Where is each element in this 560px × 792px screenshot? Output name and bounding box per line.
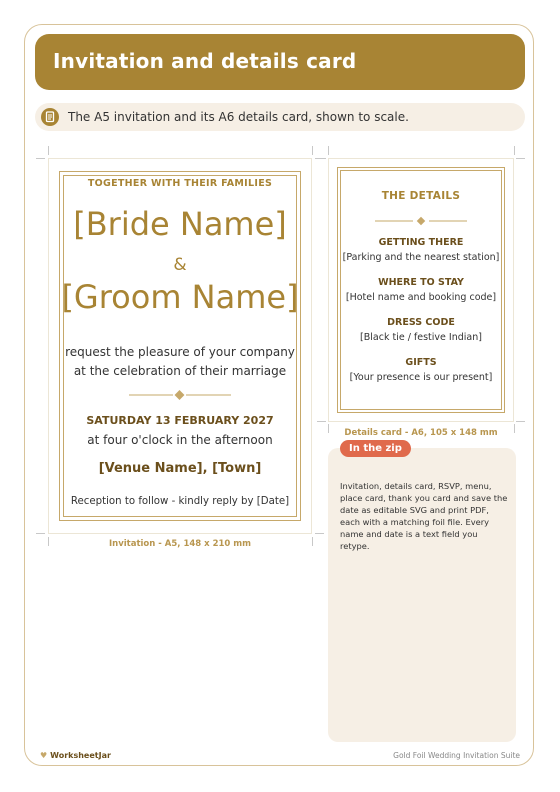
crop-mark (328, 146, 329, 155)
zip-label-badge: In the zip (340, 440, 411, 457)
details-heading-gifts: GIFTS (405, 357, 437, 368)
reception-line: Reception to follow - kindly reply by [Date] (70, 496, 290, 507)
request-line-2: at the celebration of their marriage (73, 364, 287, 378)
footer-logo-text: WorksheetJar (50, 751, 111, 760)
details-text-gifts: [Your presence is our present] (349, 372, 493, 383)
heart-icon: ♥ (40, 751, 48, 760)
details-title: THE DETAILS (381, 190, 461, 202)
crop-mark (36, 533, 45, 534)
details-caption: Details card - A6, 105 x 148 mm (344, 428, 498, 438)
crop-mark (312, 146, 313, 155)
groom-name: [Groom Name] (61, 278, 299, 316)
ampersand: & (173, 255, 187, 275)
page-title: Invitation and details card (53, 49, 357, 73)
footer-logo (40, 751, 111, 760)
invitation-card (48, 158, 312, 534)
details-heading-dress-code: DRESS CODE (387, 317, 455, 328)
crop-mark (516, 158, 525, 159)
crop-mark (36, 158, 45, 159)
details-card (328, 158, 514, 422)
info-note (35, 103, 525, 131)
crop-mark (317, 421, 326, 422)
invitation-caption: Invitation - A5, 148 x 210 mm (108, 539, 252, 549)
crop-mark (516, 421, 525, 422)
details-heading-getting-there: GETTING THERE (378, 237, 464, 248)
header-banner (35, 34, 525, 90)
crop-mark (514, 424, 515, 433)
details-divider (329, 211, 513, 221)
divider-ornament (49, 386, 311, 398)
details-text-where-to-stay: [Hotel name and booking code] (345, 292, 497, 303)
crop-mark (312, 537, 313, 546)
zip-description: Invitation, details card, RSVP, menu, place card, thank you card and save the date as editable SVG and print PDF, each with a matching foil file. Every name and date is a text field you retype. (340, 481, 508, 551)
event-time: at four o'clock in the afternoon (87, 433, 273, 447)
together-line: TOGETHER WITH THEIR FAMILIES (87, 178, 273, 189)
footer-suite-name: Gold Foil Wedding Invitation Suite (393, 751, 520, 760)
crop-mark (48, 146, 49, 155)
details-text-getting-there: [Parking and the nearest station] (342, 252, 500, 263)
crop-mark (514, 146, 515, 155)
crop-mark (315, 533, 324, 534)
document-icon (41, 108, 59, 126)
crop-mark (317, 158, 326, 159)
venue: [Venue Name], [Town] (98, 461, 262, 476)
details-text-dress-code: [Black tie / festive Indian] (360, 332, 482, 343)
note-text: The A5 invitation and its A6 details card, shown to scale. (68, 110, 409, 124)
event-date: SATURDAY 13 FEBRUARY 2027 (86, 414, 274, 427)
details-heading-where-to-stay: WHERE TO STAY (378, 277, 464, 288)
bride-name: [Bride Name] (73, 205, 287, 243)
request-line-1: request the pleasure of your company (65, 345, 295, 359)
